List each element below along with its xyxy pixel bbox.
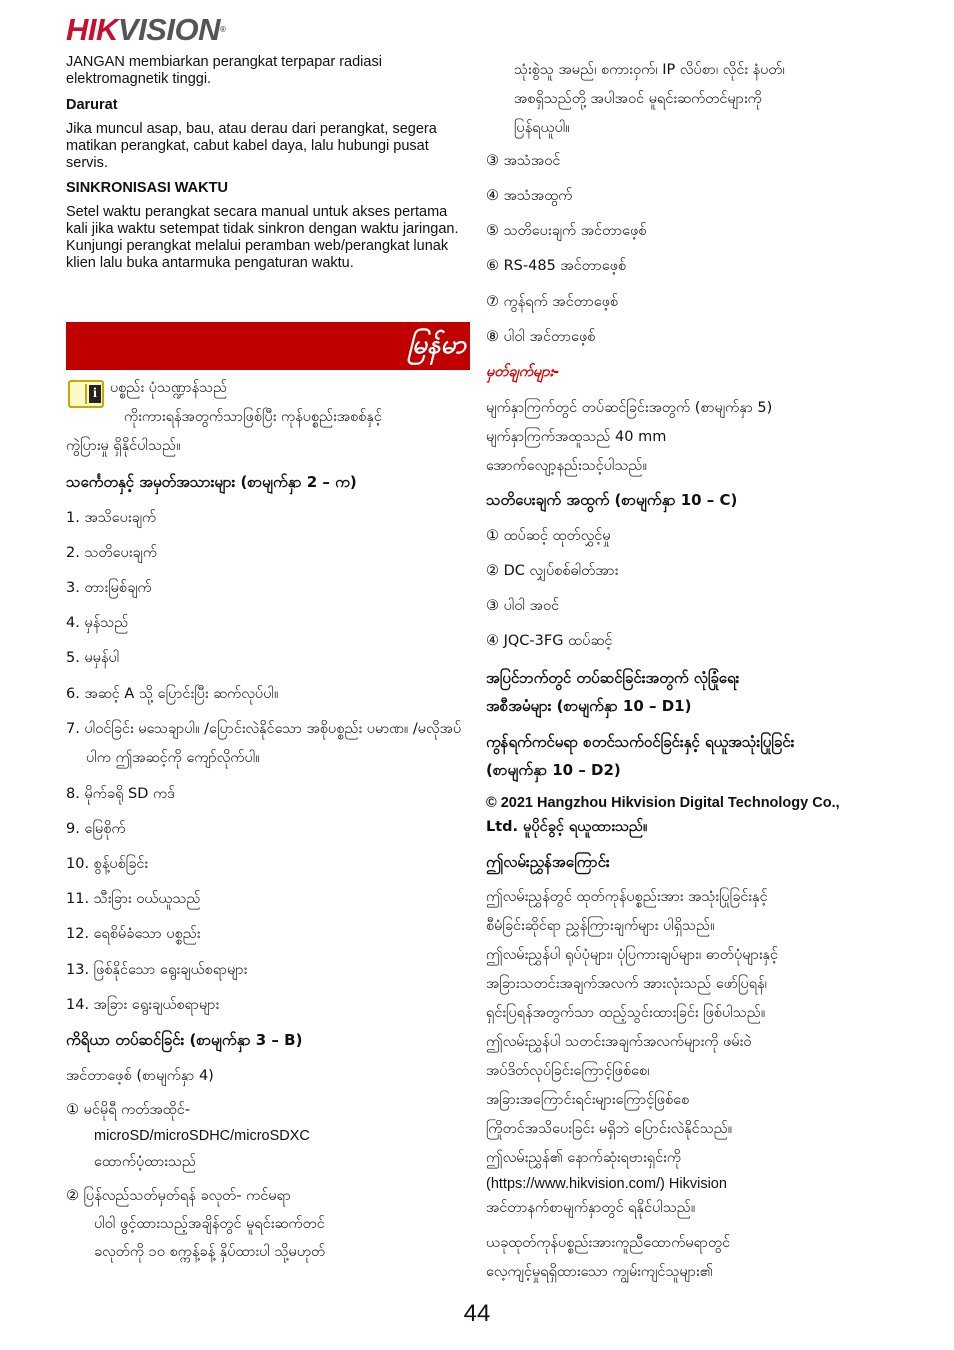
manual-line: အင်တာနက်စာမျက်နှာတွင် ရနိုင်ပါသည်။ [486, 1200, 696, 1216]
waterproof-title-1: အပြင်ဘက်တွင် တပ်ဆင်ခြင်းအတွက် လုံခြုံရေး [486, 669, 740, 687]
manual-line: ဤလမ်းညွှန်တွင် ထုတ်ကုန်ပစ္စည်းအား အသုံးပြုခြင်းနှင့် [486, 889, 768, 905]
note-line-3: ကွဲပြားမှု ရှိနိုင်ပါသည်။ [66, 438, 181, 454]
copyright-line-2: Ltd. မူပိုင်ခွင့် ရယူထားသည်။ [486, 819, 648, 835]
manual-url-line: (https://www.hikvision.com/) Hikvision [486, 1176, 727, 1192]
alarm-item-1: ① ထပ်ဆင့် ထုတ်လွှင့်မှု [486, 528, 611, 544]
component-2-line-3: ခလုတ်ကို ၁၀ စက္ကန့်ခန့် နှိပ်ထားပါ သို့မဟုတ် [94, 1244, 326, 1260]
component-2-line-1: ② ပြန်လည်သတ်မှတ်ရန် ခလုတ်- ကင်မရာ [66, 1188, 291, 1204]
list-item: 11. သီးခြား ဝယ်ယူသည် [66, 891, 201, 907]
list-item: 3. တားမြစ်ချက် [66, 580, 152, 596]
symbols-title: သင်္ကေတနှင့် အမှတ်အသားများ (စာမျက်နှာ 2 – က) [66, 473, 357, 491]
component-8: ⑧ ပါဝါ အင်တာဖေ့စ် [486, 329, 596, 345]
note-line-2: ကိုးကားရန်အတွက်သာဖြစ်ပြီး ကုန်ပစ္စည်းအစစ်နှင့် [124, 409, 382, 425]
book-info-icon: i [68, 380, 104, 408]
alarm-item-3: ③ ပါဝါ အဝင် [486, 598, 560, 614]
component-1-line-2: microSD/microSDHC/microSDXC [94, 1128, 310, 1144]
manual-line: အခြားသတင်းအချက်အလက် အားလုံးသည် ဖော်ပြရန်၊ [486, 976, 767, 992]
emergency-title: Darurat [66, 97, 118, 113]
time-sync-title: SINKRONISASI WAKTU [66, 180, 228, 196]
manual-line: အပ်ဒိတ်လုပ်ခြင်းကြောင့်ဖြစ်စေ၊ [486, 1063, 650, 1079]
support-line-1: ယခုထုတ်ကုန်ပစ္စည်းအားကူညီထောက်မရာတွင် [486, 1235, 731, 1251]
manual-line: ရှင်းပြရန်အတွက်သာ ထည့်သွင်းထားခြင်း ဖြစ်ပါသည်။ [486, 1005, 766, 1021]
list-item: 2. သတိပေးချက် [66, 545, 158, 561]
reset-cont-line-3: ပြန်ရယူပါ။ [514, 120, 570, 136]
manual-line: ဤလမ်းညွှန်ပါ ရုပ်ပုံများ၊ ပုံပြကားချပ်များ၊ ဓာတ်ပုံများနှင့် [486, 947, 779, 963]
manual-line: ဤလမ်းညွှန်ပါ သတင်းအချက်အလက်များကို ဖမ်းဝဲ [486, 1034, 752, 1050]
component-7: ⑦ ကွန်ရက် အင်တာဖေ့စ် [486, 294, 619, 310]
interface-line: အင်တာဖေ့စ် (စာမျက်နှာ 4) [66, 1068, 214, 1084]
list-item: 8. မိုက်ခရို SD ကဒ် [66, 786, 175, 802]
list-item: 6. အဆင့် A သို့ ပြောင်းပြီး ဆက်လုပ်ပါ။ [66, 686, 279, 702]
time-sync-text: Setel waktu perangkat secara manual untuk akses pertama kali jika waktu setempat tidak sinkron dengan waktu jaringan. Kunjungi perangkat melalui peramban web/perangkat lunak klien lalu buka antarmuka pengaturan waktu. [66, 204, 459, 271]
manual-line: ကြိုတင်အသိပေးခြင်း မရှိဘဲ ပြောင်းလဲနိုင်သည်။ [486, 1121, 733, 1137]
list-item: 4. မှန်သည် [66, 615, 129, 631]
language-label: မြန်မာ [407, 330, 466, 360]
notes-line-1: မျက်နှာကြက်တွင် တပ်ဆင်ခြင်းအတွက် (စာမျက်နှာ 5) [486, 400, 773, 416]
page-number: 44 [463, 1300, 491, 1327]
component-1-line-3: ထောက်ပံ့ထားသည် [94, 1154, 197, 1170]
notes-line-2: မျက်နှာကြက်အထူသည် 40 mm [486, 429, 667, 445]
component-4: ④ အသံအထွက် [486, 188, 573, 204]
reset-cont-line-2: အစရှိသည်တို့ အပါအဝင် မူရင်းဆက်တင်များကို [514, 91, 762, 107]
component-5: ⑤ သတိပေးချက် အင်တာဖေ့စ် [486, 223, 647, 239]
component-2-line-2: ပါဝါ ဖွင့်ထားသည့်အချိန်တွင် မူရင်းဆက်တင် [94, 1216, 325, 1232]
list-item: 1. အသိပေးချက် [66, 510, 157, 526]
network-title-2: (စာမျက်နှာ 10 – D2) [486, 761, 621, 779]
reset-cont-line-1: သုံးစွဲသူ အမည်၊ စကားဝှက်၊ IP လိပ်စာ၊ လိုင်း နံပတ်၊ [514, 62, 785, 78]
alarm-item-4: ④ JQC-3FG ထပ်ဆင့် [486, 633, 613, 649]
support-line-2: လေ့ကျင့်မှုရရှိထားသော ကျွမ်းကျင်သူများ၏ [486, 1264, 713, 1280]
hikvision-logo: HIKVISION® [66, 12, 226, 47]
alarm-item-2: ② DC လျှပ်စစ်ဓါတ်အား [486, 563, 619, 579]
notes-line-3: အောက်လျော့နည်းသင့်ပါသည်။ [486, 458, 647, 474]
emergency-text: Jika muncul asap, bau, atau derau dari perangkat, segera matikan perangkat, cabut kabel daya, lalu hubungi pusat servis. [66, 121, 437, 171]
list-item: 14. အခြား ရွေးချယ်စရာများ [66, 997, 220, 1013]
notes-title: မှတ်ချက်များ- [486, 364, 560, 380]
alarm-output-title: သတိပေးချက် အထွက် (စာမျက်နှာ 10 – C) [486, 491, 738, 509]
manual-title: ဤလမ်းညွှန်အကြောင်း [486, 853, 610, 871]
list-item: 9. မြေစိုက် [66, 821, 126, 837]
note-line-1: ပစ္စည်း ပုံသဏ္ဍာန်သည် [110, 380, 228, 396]
waterproof-title-2: အစီအမံများ (စာမျက်နှာ 10 – D1) [486, 697, 692, 715]
manual-line: စီမံခြင်းဆိုင်ရာ ညွှန်ကြားချက်များ ပါရှိသည်။ [486, 918, 715, 934]
component-3: ③ အသံအဝင် [486, 153, 561, 169]
manual-line: ဤလမ်းညွှန်၏ နောက်ဆုံးရဗားရှင်းကို [486, 1150, 682, 1166]
list-item: 5. မမှန်ပါ [66, 650, 120, 666]
installation-title: ကိရိယာ တပ်ဆင်ခြင်း (စာမျက်နှာ 3 – B) [66, 1031, 303, 1049]
copyright-line-1: © 2021 Hangzhou Hikvision Digital Technology Co., [486, 795, 840, 811]
list-item: 12. ရေစိမ်ခံသော ပစ္စည်း [66, 926, 201, 942]
language-banner [66, 322, 470, 370]
network-title-1: ကွန်ရက်ကင်မရာ စတင်သက်ဝင်ခြင်းနှင့် ရယူအသုံးပြုခြင်း [486, 733, 795, 751]
component-6: ⑥ RS-485 အင်တာဖေ့စ် [486, 258, 627, 274]
component-1-line-1: ① မင်မိုရီ ကတ်အထိုင်- [66, 1102, 191, 1118]
list-item: 10. စွန့်ပစ်ခြင်း [66, 856, 149, 872]
radiation-warning: JANGAN membiarkan perangkat terpapar radiasi elektromagnetik tinggi. [66, 54, 382, 87]
list-item: 13. ဖြစ်နိုင်သော ရွေးချယ်စရာများ [66, 962, 248, 978]
manual-line: အခြားအကြောင်းရင်းများကြောင့်ဖြစ်စေ [486, 1092, 690, 1108]
list-item: 7. ပါဝင်ခြင်း မသေချာပါ။ /ပြောင်းလဲနိုင်သော အစိုပစ္စည်း ပမာဏ။ /မလိုအပ်ပါက ဤအဆင့်ကို ကျော်လိုက်ပါ။ [66, 721, 462, 766]
